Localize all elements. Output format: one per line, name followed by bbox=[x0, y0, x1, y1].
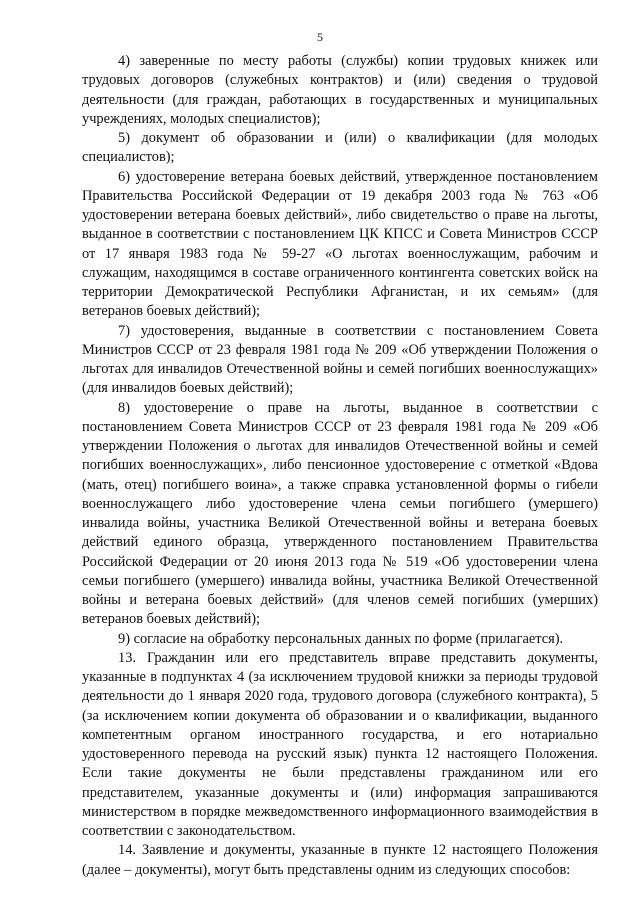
paragraph-item-8: 8) удостоверение о праве на льготы, выданное в соответствии с постановлением Совета Министров СССР от 23 февраля 1981 года № 209 «Об утверждении Положения о льготах для инвалидов Отечественной войны и семей погибших военнослужащих», либо пенсионное удостоверение с отметкой «Вдова (мать, отец) погибшего воина», а также справка установленной формы о гибели военнослужащего либо удостоверение члена семьи погибшего (умершего) инвалида войны, участника Великой Отечественной войны и ветерана боевых действий единого образца, утвержденного постановлением Правительства Российской Федерации от 20 июня 2013 года № 519 «Об удостоверении члена семьи погибшего (умершего) инвалида войны, участника Великой Отечественной войны и ветерана боевых действий» (для членов семей погибших (умерших) ветеранов боевых действий); bbox=[82, 399, 598, 628]
paragraph-item-4: 4) заверенные по месту работы (службы) копии трудовых книжек или трудовых договоров (служебных контрактов) и (или) сведения о трудовой деятельности (для граждан, работающих в государственных и муниципальных учреждениях, молодых специалистов); bbox=[82, 53, 598, 127]
page-number: 5 bbox=[317, 30, 323, 44]
paragraph-item-5: 5) документ об образовании и (или) о квалификации (для молодых специалистов); bbox=[82, 130, 598, 166]
paragraph-item-7: 7) удостоверения, выданные в соответствии с постановлением Совета Министров СССР от 23 февраля 1981 года № 209 «Об утверждении Положения о льготах для инвалидов Отечественной войны и семей погибших военнослужащих» (для инвалидов боевых действий); bbox=[82, 322, 598, 397]
document-body bbox=[82, 52, 598, 880]
paragraph-clause-14: 14. Заявление и документы, указанные в пункте 12 настоящего Положения (далее – документы), могут быть представлены одним из следующих способов: bbox=[82, 842, 598, 878]
paragraph-item-9: 9) согласие на обработку персональных данных по форме (прилагается). bbox=[118, 630, 564, 647]
paragraph-item-6: 6) удостоверение ветерана боевых действий, утвержденное постановлением Правительства Российской Федерации от 19 декабря 2003 года № 763 «Об удостоверении ветерана боевых действий», либо свидетельство о праве на льготы, выданное в соответствии с постановлением ЦК КПСС и Совета Министров СССР от 17 января 1983 года № 59-27 «О льготах военнослужащим, рабочим и служащим, находящимся в составе ограниченного контингента советских войск на территории Демократической Республики Афганистан, и их семьям» (для ветеранов боевых действий); bbox=[82, 168, 598, 320]
paragraph-clause-13: 13. Гражданин или его представитель вправе представить документы, указанные в подпунктах 4 (за исключением трудовой книжки за периоды трудовой деятельности до 1 января 2020 года, трудового договора (служебного контракта), 5 (за исключением копии документа об образовании и о квалификации, выданного компетентным органом иностранного государства, и его нотариально удостоверенного перевода на русский язык) пункта 12 настоящего Положения. Если такие документы не были представлены гражданином или его представителем, указанные документы и (или) информация запрашиваются министерством в порядке межведомственного информационного взаимодействия в соответствии с законодательством. bbox=[82, 649, 598, 839]
